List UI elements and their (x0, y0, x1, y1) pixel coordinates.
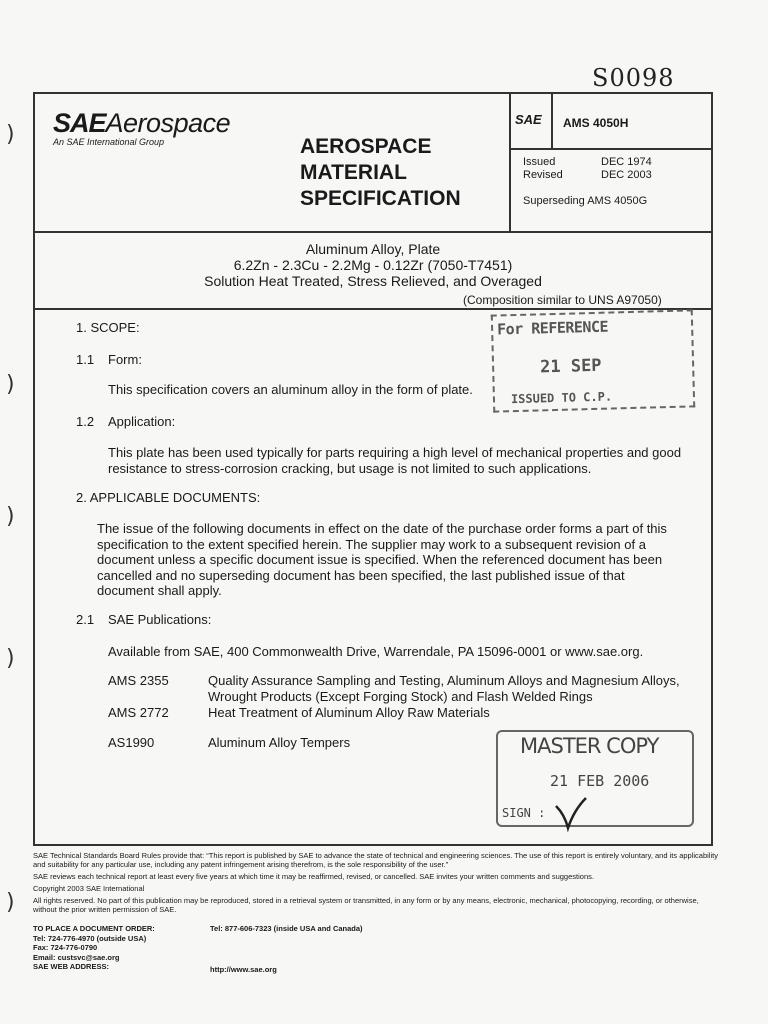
web-label: SAE WEB ADDRESS: (33, 962, 109, 971)
document-code: AMS 2355 (108, 673, 169, 688)
title-line: 6.2Zn - 2.3Cu - 2.2Mg - 0.12Zr (7050-T7451) (233, 257, 513, 273)
reference-stamp: For REFERENCE 21 SEP ISSUED TO C.P. (491, 309, 695, 412)
master-copy-stamp: MASTER COPY 21 FEB 2006 SIGN : (496, 730, 694, 827)
material-title (35, 241, 711, 289)
footer-notices (33, 851, 723, 917)
title-line: Solution Heat Treated, Stress Relieved, and Overaged (204, 273, 542, 289)
spec-title: AEROSPACE MATERIAL SPECIFICATION (300, 135, 461, 210)
section-number: 1.2 (76, 414, 95, 429)
composition-note: (Composition similar to UNS A97050) (463, 293, 662, 307)
title-line: Aluminum Alloy, Plate (305, 241, 441, 257)
punch-hole-mark: ) (6, 890, 15, 915)
section-heading: 2. APPLICABLE DOCUMENTS: (76, 490, 261, 505)
signature-mark (552, 792, 592, 832)
punch-hole-mark: ) (6, 646, 15, 671)
handwritten-number: S0098 (592, 64, 675, 92)
section-heading: 1. SCOPE: (76, 320, 140, 335)
fax: Fax: 724-776-0790 (33, 943, 98, 952)
punch-hole-mark: ) (6, 504, 15, 529)
revised-label: Revised (523, 169, 563, 181)
superseding-note: Superseding AMS 4050G (523, 195, 648, 207)
order-info (33, 924, 155, 972)
email: Email: custsvc@sae.org (33, 952, 120, 962)
document-title: Heat Treatment of Aluminum Alloy Raw Materials (208, 705, 490, 720)
issue-dates (523, 156, 652, 182)
header-divider (551, 94, 553, 149)
paragraph: The issue of the following documents in effect on the date of the purchase order forms a part of this specification to the extent specified herein. The supplier may work to a subsequent revision of a document unless a specific document issue is specified. When the referenced document has been cancelled and no superseding document has been specified, the last published issue of that document shall apply. (97, 521, 667, 598)
document-title: Quality Assurance Sampling and Testing, Aluminum Alloys and Magnesium Alloys, Wrought Products (Except Forging Stock) and Flash Welded Rings (208, 673, 680, 704)
title-divider (35, 308, 711, 310)
footer-paragraph: SAE Technical Standards Board Rules provide that: “This report is published by SAE to advance the state of technical and engineering sciences. The use of this report is entirely voluntary, and its applicability and suitability for any particular use, including any patent infringement arising therefrom, is the sole responsibility of the user.” (33, 851, 718, 869)
paragraph: This specification covers an aluminum alloy in the form of plate. (108, 382, 473, 397)
footer-paragraph: All rights reserved. No part of this publication may be reproduced, stored in a retrieval system or transmitted, in any form or by any means, electronic, mechanical, photocopying, recording, or otherwise, without the prior written permission of SAE. (33, 896, 699, 914)
section-number: 1.1 (76, 352, 95, 367)
tel-outside: Tel: 724-776-4970 (outside USA) (33, 933, 147, 943)
header-divider (509, 94, 511, 231)
punch-hole-mark: ) (6, 122, 15, 147)
paragraph: Available from SAE, 400 Commonwealth Drive, Warrendale, PA 15096-0001 or www.sae.org. (108, 644, 644, 659)
header-divider (35, 231, 711, 233)
logo-subtitle: An SAE International Group (53, 137, 165, 147)
header-divider (509, 148, 711, 150)
tel-usa: Tel: 877-606-7323 (inside USA and Canada) (210, 924, 363, 933)
section-title: SAE Publications: (108, 612, 212, 627)
sae-mark: SAE (515, 112, 542, 127)
document-reference-row (108, 705, 683, 721)
sae-aerospace-logo: SAEAerospace An SAE International Group (53, 108, 231, 147)
punch-hole-mark: ) (6, 372, 15, 397)
document-code: AMS 2772 (108, 705, 169, 720)
document-title: Aluminum Alloy Tempers (208, 735, 351, 750)
section-title: Application: (108, 414, 176, 429)
footer-paragraph: SAE reviews each technical report at least every five years at which time it may be reaffirmed, revised, or cancelled. SAE invites your written comments and suggestions. (33, 872, 594, 881)
section-title: Form: (108, 352, 142, 367)
document-reference-row (108, 673, 683, 704)
revised-date: DEC 2003 (601, 169, 652, 181)
order-label: TO PLACE A DOCUMENT ORDER: (33, 924, 155, 933)
paragraph: This plate has been used typically for parts requiring a high level of mechanical properties and good resistance to stress-corrosion cracking, but usage is not limited to such applications. (108, 445, 682, 476)
footer-paragraph: Copyright 2003 SAE International (33, 884, 145, 893)
section-number: 2.1 (76, 612, 95, 627)
web-url[interactable]: http://www.sae.org (210, 965, 277, 974)
document-reference-row (108, 735, 488, 751)
document-code: AS1990 (108, 735, 155, 750)
issued-label: Issued (523, 156, 556, 168)
issued-date: DEC 1974 (601, 156, 652, 168)
ams-number: AMS 4050H (563, 116, 629, 130)
